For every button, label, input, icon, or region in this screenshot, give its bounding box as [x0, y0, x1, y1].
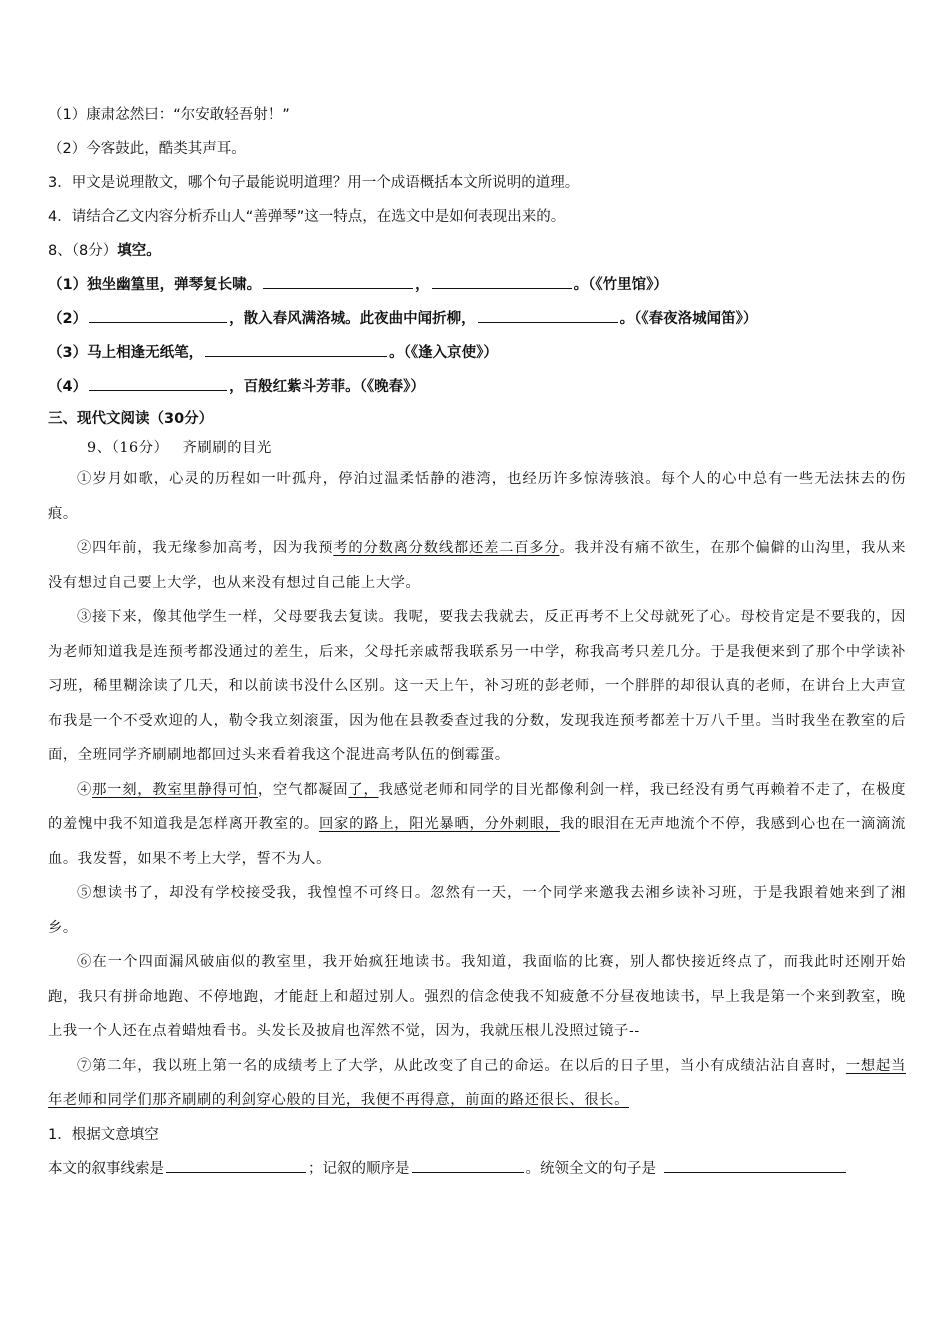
paragraph-4-text: ，空气都凝固 [257, 781, 349, 798]
underlined-sentence: 回家的路上，阳光暴晒，分外刺眼， [318, 816, 560, 832]
paragraph-4 [48, 773, 906, 877]
question-9-1: 1．根据文意填空 [48, 1126, 159, 1143]
fill-line-3-end: 。（《逢入京使》） [389, 345, 498, 361]
fill-line-4-end: ，百般红紫斗芳菲。（《晚春》） [229, 379, 425, 395]
sub-question-1: （1）康肃忿然曰：“尔安敢轻吾射！” [48, 107, 290, 123]
paragraph-2-text: ②四年前，我无缘参加高考，因为我预 [77, 540, 334, 556]
answer-blank[interactable] [664, 1158, 846, 1173]
underlined-sentence: 了， [348, 781, 379, 798]
paragraph-5: ⑤想读书了，却没有学校接受我，我惶惶不可终日。忽然有一天，一个同学来邀我去湘乡读补习班，于是我跟着她来到了湘乡。 [48, 885, 906, 936]
question-8-heading [48, 234, 906, 268]
fill-line-2-start: （2） [48, 311, 88, 327]
question-8-title: 填空。 [117, 243, 161, 259]
passage-title: 齐刷刷的目光 [182, 440, 272, 456]
clue-label: 本文的叙事线索是 [48, 1160, 164, 1177]
order-label: ；记叙的顺序是 [308, 1160, 410, 1177]
answer-blank[interactable] [166, 1158, 306, 1173]
fill-line-3 [48, 336, 906, 370]
answer-blank[interactable] [432, 274, 572, 289]
paragraph-3: ③接下来，像其他学生一样，父母要我去复读。我呢，要我去我就去，反正再考不上父母就死了心。母校肯定是不要我的，因为老师知道我是连预考都没通过的差生，后来，父母托亲戚帮我联系另一中学，称我高考只差几分。于是我便来到了那个中学读补习班，稀里糊涂读了几天，和以前读书没什么区别。这一天上午，补习班的彭老师，一个胖胖的却很认真的老师，在讲台上大声宣布我是一个不受欢迎的人，勒令我立刻滚蛋，因为他在县教委查过我的分数，发现我连预考都差十万八千里。当时我坐在教室的后面，全班同学齐刷刷地都回过头来看着我这个混进高考队伍的倒霉蛋。 [48, 609, 906, 763]
exam-page [48, 98, 906, 1186]
underlined-sentence: 考的分数离分数线都还差二百多分 [333, 540, 560, 556]
paragraph-4-text: 我感觉老师和同学的目光都像利剑一样，我已经没有勇气再赖着不走了，在极度的羞愧中我不知道我是怎样离开教室的。 [48, 781, 906, 832]
question-8-number: 8、（8分） [48, 243, 118, 259]
fill-line-3-text: （3）马上相逢无纸笔， [48, 345, 204, 361]
fill-line-2-text: ，散入春风满洛城。此夜曲中闻折柳， [229, 311, 476, 327]
paragraph-4-text-end: 我的眼泪在无声地流个不停，我感到心也在一滴滴流血。我发誓，如果不考上大学，誓不为人。 [48, 816, 906, 867]
section-3-heading: 三、现代文阅读（30分） [48, 411, 214, 427]
paragraph-4-number: ④ [77, 781, 93, 798]
reading-passage [48, 434, 906, 1118]
sub-question-2: （2）今客鼓此，酷类其声耳。 [48, 141, 246, 157]
fill-line-1-comma: ， [415, 277, 430, 293]
summary-sentence-label: 。统领全文的句子是 [525, 1160, 656, 1177]
paragraph-2-text-end: 。我并没有痛不欲生，在那个偏僻的山沟里，我从来没有想过自己要上大学，也从来没有想过自己能上大学。 [48, 540, 906, 591]
paragraph-7 [48, 1049, 906, 1118]
answer-blank[interactable] [412, 1158, 524, 1173]
fill-line-1 [48, 268, 906, 302]
paragraph-6: ⑥在一个四面漏风破庙似的教室里，我开始疯狂地读书。我知道，我面临的比赛，别人都快接近终点了，而我此时还刚开始跑，我只有拼命地跑、不停地跑，才能赶上和超过别人。强烈的信念使我不知疲惫不分昼夜地读书，早上我是第一个来到教室，晚上我一个人还在点着蜡烛看书。头发长及披肩也浑然不觉，因为，我就压根儿没照过镜子-- [48, 954, 906, 1039]
question-3: 3．甲文是说理散文，哪个句子最能说明道理？用一个成语概括本文所说明的道理。 [48, 175, 580, 191]
answer-blank[interactable] [205, 342, 387, 357]
fill-line-2 [48, 302, 906, 336]
paragraph-2 [48, 531, 906, 600]
underlined-sentence: 那一刻，教室里静得可怕 [92, 781, 258, 798]
answer-blank[interactable] [478, 308, 618, 323]
paragraph-7-text: ⑦第二年，我以班上第一名的成绩考上了大学，从此改变了自己的命运。在以后的日子里，当小有成绩沾沾自喜时， [77, 1057, 846, 1074]
question-9-heading [48, 434, 906, 462]
question-9-number: 9、（16分） [87, 440, 169, 456]
answer-blank[interactable] [263, 274, 413, 289]
answer-blank[interactable] [89, 376, 227, 391]
fill-line-1-end: 。（《竹里馆》） [573, 277, 668, 293]
paragraph-1: ①岁月如歌，心灵的历程如一叶孤舟，停泊过温柔恬静的港湾，也经历许多惊涛骇浪。每个人的心中总有一些无法抹去的伤痕。 [48, 471, 906, 522]
fill-line-4-start: （4） [48, 379, 88, 395]
answer-blank[interactable] [89, 308, 227, 323]
question-4: 4．请结合乙文内容分析乔山人“善弹琴”这一特点，在选文中是如何表现出来的。 [48, 209, 566, 225]
question-9-1-blanks [48, 1152, 906, 1186]
fill-line-1-text: （1）独坐幽篁里，弹琴复长啸。 [48, 277, 262, 293]
underlined-sentence: 一想起当年老师和同学们那齐刷刷的利剑穿心般的目光，我便不再得意，前面的路还很长、很长。 [48, 1057, 906, 1108]
fill-line-4 [48, 370, 906, 404]
fill-line-2-end: 。（《春夜洛城闻笛》） [619, 311, 758, 327]
